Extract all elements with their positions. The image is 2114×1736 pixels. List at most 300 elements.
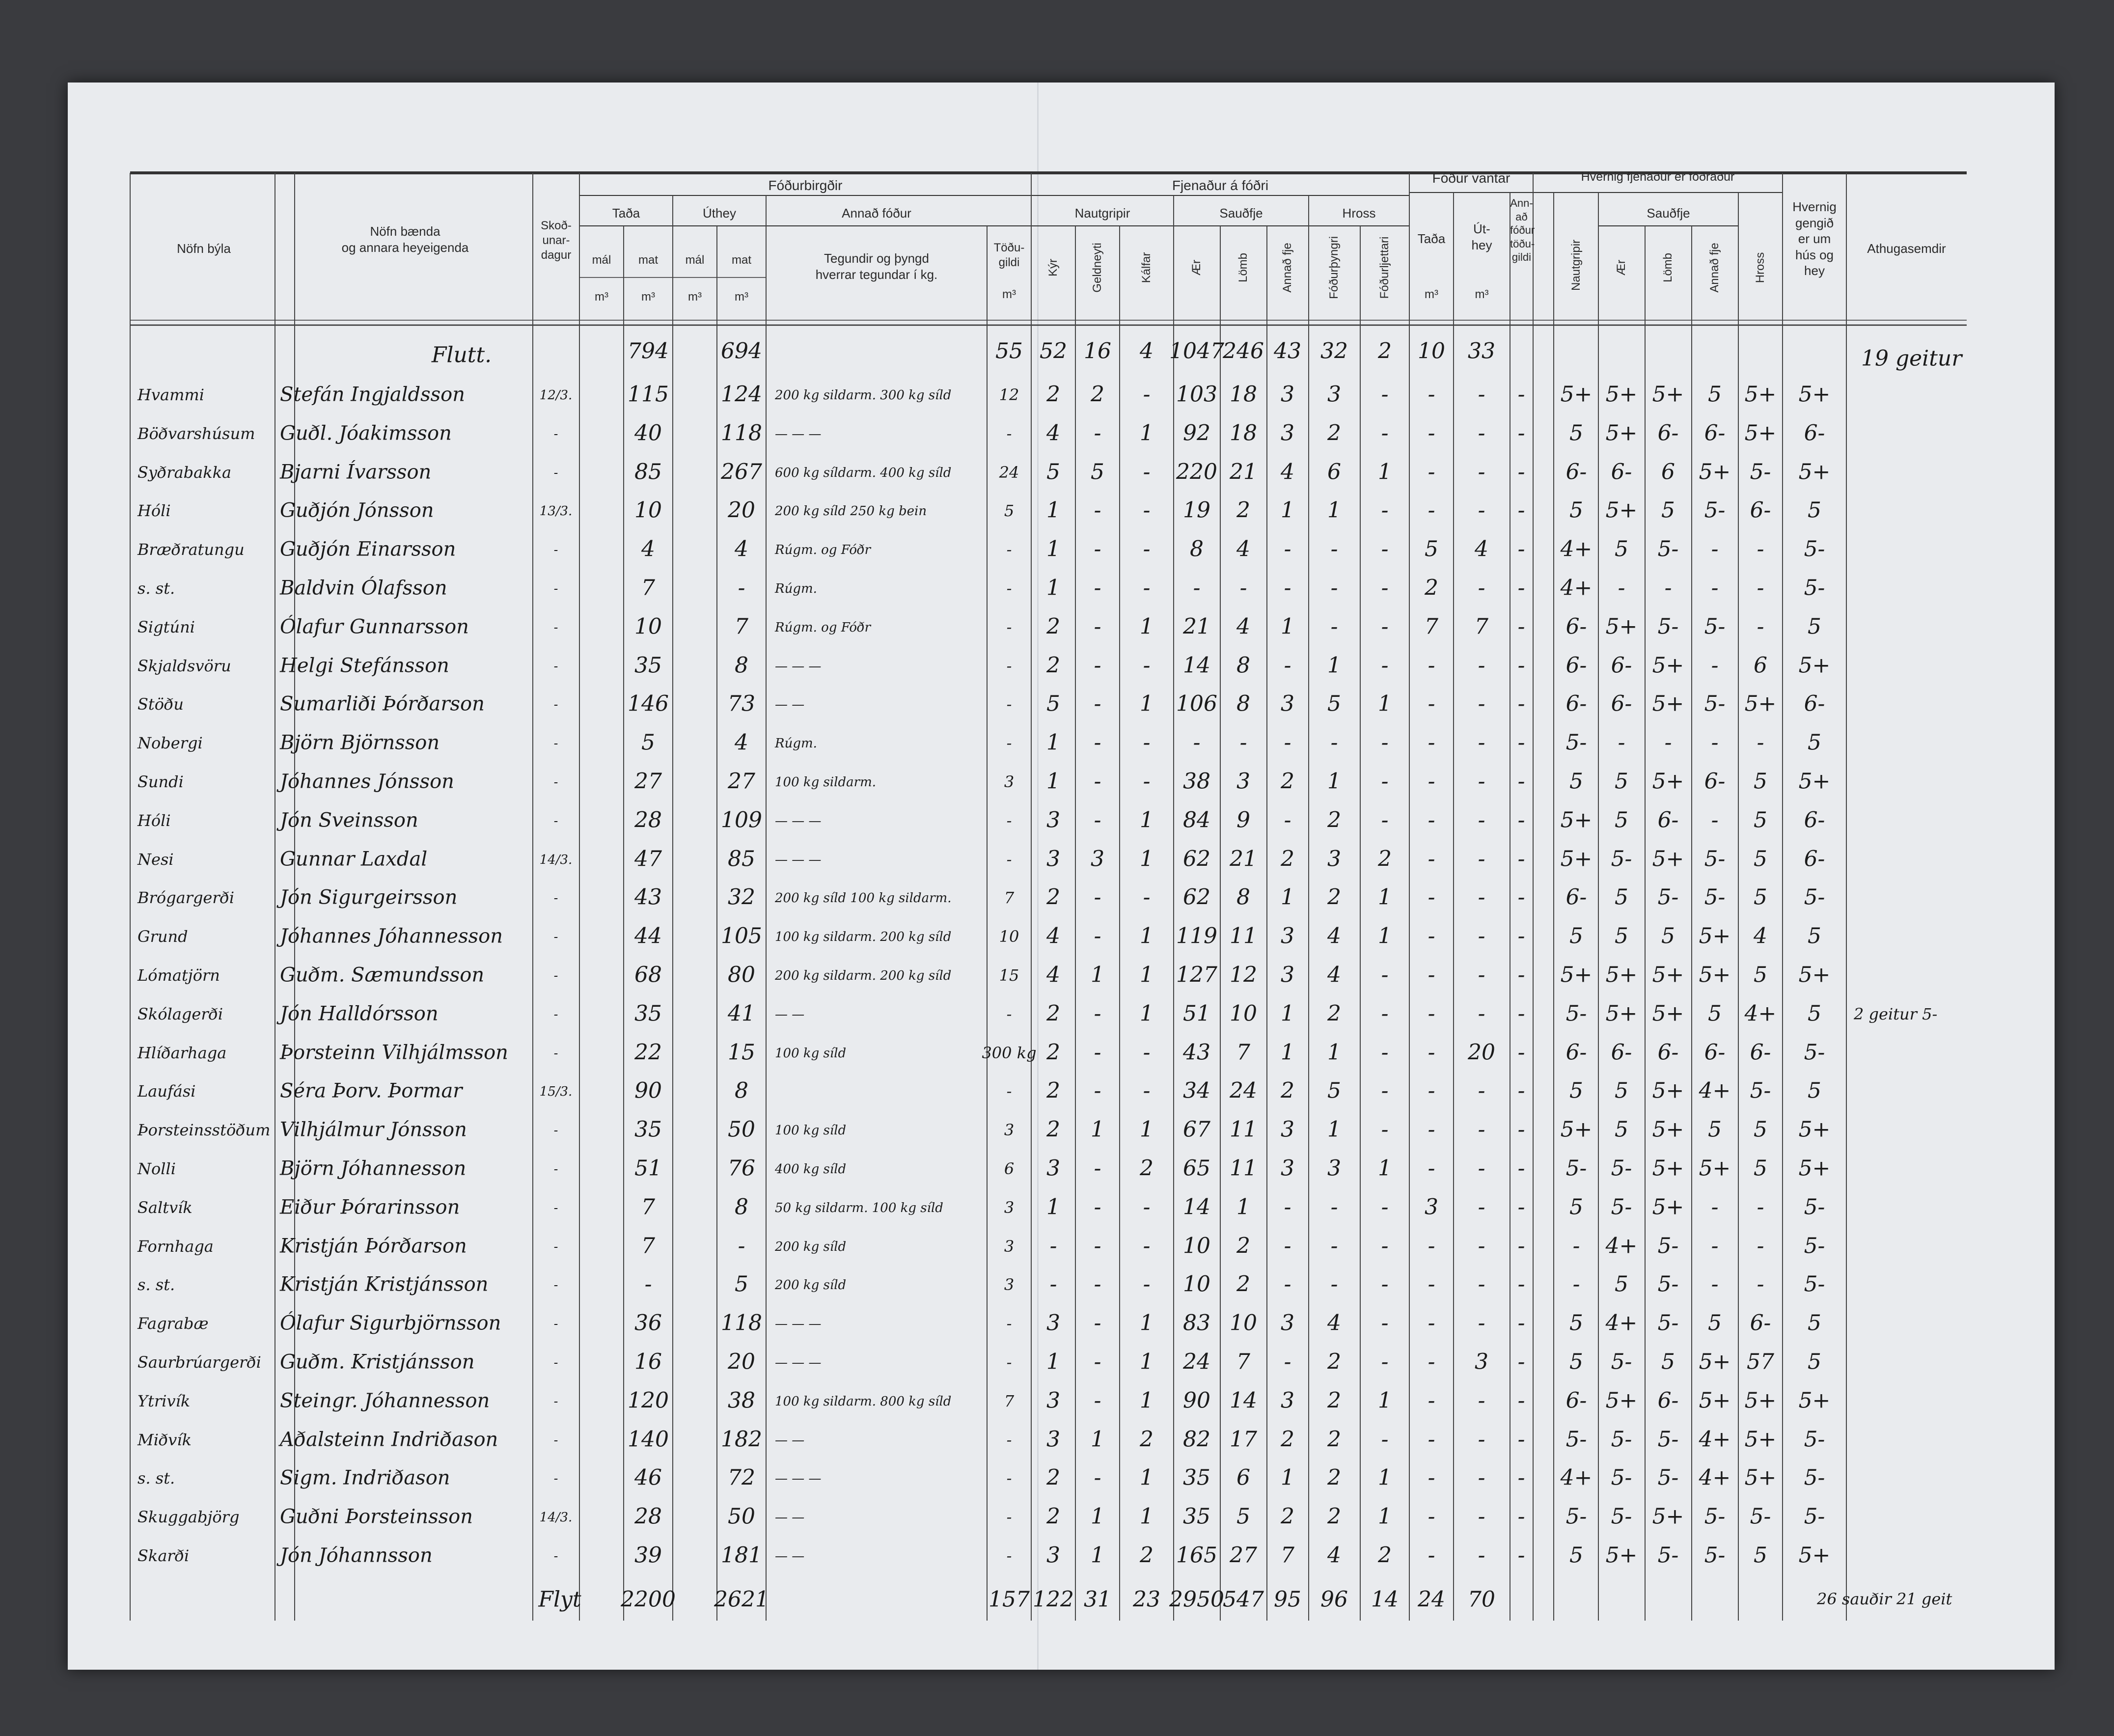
- cell-farm: s. st.: [137, 1469, 175, 1488]
- cell-afje: 1: [1281, 614, 1294, 639]
- cell-annad: 100 kg sildarm. 200 kg síld: [775, 930, 952, 945]
- cell-afje: 3: [1281, 962, 1294, 988]
- cell-afje: 3: [1281, 1117, 1294, 1142]
- cell-hn: 5: [1569, 1194, 1583, 1220]
- cell-date: -: [553, 891, 558, 906]
- cell-annad: 200 kg sildarm. 300 kg síld: [775, 388, 952, 403]
- cell-annad: — — —: [775, 659, 822, 674]
- cell-hg: 5+: [1798, 1543, 1831, 1568]
- cell-fthyngri: 4: [1327, 1310, 1341, 1336]
- cell-hn: 5-: [1565, 1426, 1587, 1452]
- cell-hn: 5-: [1565, 1001, 1587, 1026]
- cell-hn: 6-: [1565, 652, 1587, 678]
- cell-farm: Saurbrúargerði: [137, 1353, 261, 1372]
- cell-aer: 106: [1176, 691, 1217, 716]
- cell-kalf: 1: [1140, 420, 1153, 446]
- cell-afje: 2: [1281, 846, 1294, 871]
- cell-farm: Nobergi: [137, 734, 203, 753]
- cell-hg: 5: [1808, 730, 1821, 755]
- cell-tg: 3: [1004, 1275, 1015, 1295]
- cell-geld: -: [1094, 1039, 1101, 1065]
- cell-afje: 2: [1281, 1078, 1294, 1103]
- cell-hg: 5-: [1804, 575, 1825, 601]
- cell-hn: 4+: [1560, 536, 1592, 562]
- cell-fthyngri: -: [1330, 614, 1338, 639]
- cell-annad: 200 kg síld 250 kg bein: [775, 504, 927, 519]
- cell-aer: 24: [1183, 1349, 1210, 1375]
- cell-date: -: [553, 465, 558, 480]
- header-saudfje: Sauðfje: [1219, 206, 1263, 220]
- cell-afje: 1: [1281, 497, 1294, 523]
- cell-tg: 7: [1004, 1391, 1015, 1410]
- cell-fthyngri: 2: [1327, 1349, 1341, 1375]
- cell-geld: -: [1094, 769, 1101, 794]
- cell-tada: 120: [628, 1388, 669, 1413]
- header-nofn-byla: Nöfn býla: [177, 241, 231, 256]
- header-todugildi-m3: m³: [1002, 288, 1016, 301]
- cell-lomb: 24: [1230, 1078, 1257, 1103]
- cell-lomb: 18: [1230, 420, 1257, 446]
- cell-ha: 5: [1615, 807, 1628, 833]
- cell-hl: 5+: [1652, 691, 1684, 716]
- cell-va: -: [1517, 497, 1525, 523]
- header-nautgripir: Nautgripir: [1074, 206, 1130, 220]
- cell-uthey: 118: [721, 420, 762, 446]
- cell-fthyngri: 3: [1327, 1156, 1341, 1181]
- cell-hl: 5-: [1657, 1233, 1679, 1258]
- cell-kalf: 2: [1140, 1543, 1153, 1568]
- cell-vt: -: [1428, 1349, 1435, 1375]
- cell-hg: 5-: [1804, 1233, 1825, 1258]
- cell-fljett: 1: [1378, 459, 1392, 484]
- cell-name: Baldvin Ólafsson: [280, 577, 447, 600]
- cell-aer: 127: [1176, 962, 1217, 988]
- cell-uthey: 85: [728, 846, 755, 871]
- cell-fljett: 1: [1378, 923, 1392, 949]
- cell-hf: 6-: [1704, 769, 1726, 794]
- cell-kalf: -: [1143, 382, 1151, 407]
- cell-vu: -: [1478, 1310, 1485, 1336]
- cell-ha: 4+: [1605, 1310, 1638, 1336]
- cell-hl: 5: [1661, 497, 1675, 523]
- cell-lomb: 17: [1230, 1426, 1257, 1452]
- cell-lomb: 9: [1236, 807, 1250, 833]
- cell-fthyngri: 1: [1327, 497, 1341, 523]
- cell-hh: 5+: [1744, 1465, 1777, 1490]
- cell-vt: 2: [1425, 575, 1438, 601]
- cell-annad: 200 kg síld 100 kg sildarm.: [775, 891, 952, 906]
- cell-fthyngri: 3: [1327, 382, 1341, 407]
- cell-hf: -: [1711, 1271, 1719, 1297]
- cell-tg: 3: [1004, 1121, 1015, 1140]
- cell-hl: 5+: [1652, 1194, 1684, 1220]
- cell-date: -: [553, 1394, 558, 1409]
- cell-tada: 36: [634, 1310, 662, 1336]
- header-fodurljettari: Fóðurljettari: [1378, 236, 1391, 299]
- cell-hl: 5+: [1652, 962, 1684, 988]
- cell-hg: 5-: [1804, 1039, 1825, 1065]
- cell-kyr: 4: [1046, 420, 1060, 446]
- cell-hl: 5-: [1657, 1310, 1679, 1336]
- cell-ha: 6-: [1611, 459, 1632, 484]
- cell-lomb: 14: [1230, 1388, 1257, 1413]
- cell-va: -: [1517, 536, 1525, 562]
- cell-ha: 5+: [1605, 962, 1638, 988]
- cell-annad: Rúgm. og Fóðr: [775, 620, 871, 635]
- carried-tada-mat: 794: [628, 338, 669, 364]
- cell-fljett: -: [1381, 1117, 1389, 1142]
- totals-label: Flyt: [538, 1587, 581, 1612]
- header-vantar-m3-2: m³: [1475, 288, 1489, 301]
- cell-name: Jón Halldórsson: [280, 1002, 439, 1025]
- cell-lomb: 11: [1230, 923, 1257, 949]
- cell-lomb: 8: [1236, 884, 1250, 910]
- cell-hf: 5: [1708, 1310, 1722, 1336]
- cell-aer: -: [1193, 575, 1201, 601]
- cell-kalf: -: [1143, 575, 1151, 601]
- totals-uthey-mat: 2621: [714, 1587, 769, 1612]
- header-hv-hross: Hross: [1754, 252, 1767, 283]
- cell-name: Sigm. Indriðason: [280, 1466, 450, 1489]
- cell-hl: 5: [1661, 1349, 1675, 1375]
- cell-geld: 1: [1091, 1426, 1104, 1452]
- cell-vu: -: [1478, 420, 1485, 446]
- cell-ha: 5-: [1611, 1194, 1632, 1220]
- cell-farm: Skuggabjörg: [137, 1508, 240, 1527]
- cell-hn: -: [1572, 1233, 1580, 1258]
- cell-hl: 5-: [1657, 614, 1679, 639]
- cell-lomb: 4: [1236, 614, 1250, 639]
- cell-vt: -: [1428, 730, 1435, 755]
- header-hv-nautgripir: Nautgripir: [1569, 239, 1583, 291]
- carried-fodurljettari: 2: [1378, 338, 1392, 364]
- cell-va: -: [1517, 730, 1525, 755]
- cell-hn: 5-: [1565, 730, 1587, 755]
- cell-hg: 5+: [1798, 459, 1831, 484]
- cell-afje: 1: [1281, 1039, 1294, 1065]
- cell-kyr: 5: [1046, 691, 1060, 716]
- cell-vu: -: [1478, 691, 1485, 716]
- totals-annad-fje: 95: [1274, 1587, 1301, 1612]
- cell-kalf: -: [1143, 1233, 1151, 1258]
- header-vantar-uthey: Út- hey: [1471, 221, 1492, 252]
- cell-date: 12/3.: [539, 388, 573, 403]
- cell-vt: -: [1428, 846, 1435, 871]
- cell-ha: 5: [1615, 1078, 1628, 1103]
- cell-kyr: 4: [1046, 923, 1060, 949]
- cell-hf: 5-: [1704, 1543, 1726, 1568]
- cell-hf: 5-: [1704, 614, 1726, 639]
- cell-lomb: -: [1239, 575, 1247, 601]
- cell-kyr: 3: [1046, 1426, 1060, 1452]
- carried-athugasemd: 19 geitur: [1861, 346, 1962, 371]
- cell-afje: 2: [1281, 1504, 1294, 1529]
- cell-fljett: -: [1381, 769, 1389, 794]
- cell-geld: 1: [1091, 1504, 1104, 1529]
- cell-fljett: -: [1381, 1271, 1389, 1297]
- cell-tg: 10: [999, 927, 1019, 946]
- cell-geld: -: [1094, 923, 1101, 949]
- cell-tg: -: [1006, 734, 1012, 753]
- cell-va: -: [1517, 884, 1525, 910]
- carried-label: Flutt.: [431, 342, 492, 368]
- header-hv-lomb: Lömb: [1661, 252, 1675, 283]
- cell-farm: Laufási: [137, 1082, 196, 1101]
- cell-hf: 5-: [1704, 884, 1726, 910]
- cell-va: -: [1517, 1001, 1525, 1026]
- cell-ha: 4+: [1605, 1233, 1638, 1258]
- cell-hn: 5-: [1565, 1156, 1587, 1181]
- cell-tada: 46: [634, 1465, 662, 1490]
- cell-hl: 5+: [1652, 1078, 1684, 1103]
- cell-aer: 90: [1183, 1388, 1210, 1413]
- cell-hl: 6-: [1657, 1039, 1679, 1065]
- cell-uthey: 7: [735, 614, 748, 639]
- cell-hh: -: [1757, 575, 1764, 601]
- cell-kalf: 1: [1140, 1310, 1153, 1336]
- cell-vu: -: [1478, 923, 1485, 949]
- cell-lomb: 7: [1236, 1039, 1250, 1065]
- cell-annad: 100 kg síld: [775, 1123, 847, 1138]
- cell-vt: -: [1428, 1271, 1435, 1297]
- cell-ha: 5: [1615, 1271, 1628, 1297]
- cell-hl: 6-: [1657, 807, 1679, 833]
- carried-vantar-tada: 10: [1418, 338, 1445, 364]
- cell-vt: -: [1428, 1310, 1435, 1336]
- header-kyr: Kýr: [1046, 259, 1060, 276]
- header-uthey-mat: mat: [731, 253, 751, 267]
- header-vantar-tada: Taða: [1417, 231, 1446, 246]
- cell-hg: 5+: [1798, 962, 1831, 988]
- cell-geld: -: [1094, 1001, 1101, 1026]
- cell-hg: 5+: [1798, 382, 1831, 407]
- cell-name: Ólafur Gunnarsson: [280, 615, 469, 638]
- cell-hl: 6: [1661, 459, 1675, 484]
- cell-farm: Lómatjörn: [137, 966, 220, 985]
- cell-va: -: [1517, 1388, 1525, 1413]
- cell-afje: 1: [1281, 1001, 1294, 1026]
- cell-fljett: -: [1381, 1349, 1389, 1375]
- cell-uthey: 4: [735, 536, 748, 562]
- cell-va: -: [1517, 691, 1525, 716]
- cell-farm: Syðrabakka: [137, 463, 232, 482]
- cell-aer: 10: [1183, 1233, 1210, 1258]
- cell-vu: -: [1478, 1388, 1485, 1413]
- cell-tada: 4: [641, 536, 655, 562]
- cell-ha: 5+: [1605, 614, 1638, 639]
- totals-vantar-uthey: 70: [1468, 1587, 1495, 1612]
- cell-hn: 5: [1569, 1349, 1583, 1375]
- cell-tada: 40: [634, 420, 662, 446]
- cell-fthyngri: -: [1330, 1271, 1338, 1297]
- cell-hf: -: [1711, 807, 1719, 833]
- header-annad-fje: Annað fje: [1281, 243, 1294, 293]
- cell-aer: 83: [1183, 1310, 1210, 1336]
- cell-kalf: 1: [1140, 962, 1153, 988]
- cell-vt: -: [1428, 1001, 1435, 1026]
- cell-afje: -: [1284, 1233, 1291, 1258]
- cell-ha: 5-: [1611, 1426, 1632, 1452]
- cell-hf: 5-: [1704, 846, 1726, 871]
- cell-tada: 22: [634, 1039, 662, 1065]
- header-unit-m3-2: m³: [641, 290, 655, 303]
- cell-fthyngri: 5: [1327, 691, 1341, 716]
- cell-aer: 10: [1183, 1271, 1210, 1297]
- cell-hn: 5+: [1560, 807, 1592, 833]
- cell-geld: 1: [1091, 1543, 1104, 1568]
- cell-hf: 5: [1708, 1001, 1722, 1026]
- cell-annad: Rúgm.: [775, 736, 817, 751]
- cell-kyr: 3: [1046, 807, 1060, 833]
- cell-hf: -: [1711, 575, 1719, 601]
- cell-uthey: 8: [735, 1078, 748, 1103]
- cell-tada: 90: [634, 1078, 662, 1103]
- cell-fljett: 2: [1378, 846, 1392, 871]
- cell-aer: 67: [1183, 1117, 1210, 1142]
- cell-hg: 5: [1808, 1001, 1821, 1026]
- cell-vu: -: [1478, 1117, 1485, 1142]
- cell-hh: 5+: [1744, 420, 1777, 446]
- cell-lomb: 10: [1230, 1310, 1257, 1336]
- cell-hn: 6-: [1565, 1388, 1587, 1413]
- cell-annad: 200 kg síld: [775, 1278, 847, 1293]
- cell-name: Sumarliði Þórðarson: [280, 692, 485, 716]
- cell-tg: 3: [1004, 772, 1015, 792]
- cell-hh: -: [1757, 614, 1764, 639]
- cell-va: -: [1517, 1349, 1525, 1375]
- cell-kyr: -: [1049, 1233, 1057, 1258]
- cell-hn: 5: [1569, 497, 1583, 523]
- cell-aer: 8: [1190, 536, 1204, 562]
- header-uthey: Úthey: [703, 206, 736, 220]
- cell-hf: 5+: [1699, 1388, 1731, 1413]
- cell-hh: 5-: [1750, 459, 1771, 484]
- cell-hl: 5+: [1652, 382, 1684, 407]
- cell-uthey: 32: [728, 884, 755, 910]
- cell-lomb: -: [1239, 730, 1247, 755]
- cell-kyr: 5: [1046, 459, 1060, 484]
- cell-geld: -: [1094, 1465, 1101, 1490]
- cell-name: Guðm. Kristjánsson: [280, 1350, 475, 1374]
- cell-vu: 4: [1475, 536, 1488, 562]
- cell-hn: 5-: [1565, 1504, 1587, 1529]
- carried-kyr: 52: [1040, 338, 1067, 364]
- cell-afje: 2: [1281, 1426, 1294, 1452]
- cell-va: -: [1517, 420, 1525, 446]
- cell-vt: -: [1428, 1233, 1435, 1258]
- cell-lomb: 11: [1230, 1156, 1257, 1181]
- cell-ha: 5+: [1605, 1543, 1638, 1568]
- cell-va: -: [1517, 1078, 1525, 1103]
- cell-geld: -: [1094, 536, 1101, 562]
- cell-name: Séra Þorv. Þormar: [280, 1079, 463, 1102]
- cell-tada: 27: [634, 769, 662, 794]
- cell-aer: 92: [1183, 420, 1210, 446]
- cell-uthey: 181: [721, 1543, 762, 1568]
- cell-ha: 5: [1615, 884, 1628, 910]
- cell-vt: -: [1428, 382, 1435, 407]
- cell-tg: 300 kg: [982, 1043, 1037, 1062]
- cell-hn: 5: [1569, 923, 1583, 949]
- cell-uthey: 182: [721, 1426, 762, 1452]
- cell-vt: -: [1428, 459, 1435, 484]
- cell-tg: -: [1006, 617, 1012, 636]
- cell-kyr: 3: [1046, 1388, 1060, 1413]
- cell-name: Stefán Ingjaldsson: [280, 383, 465, 406]
- cell-hf: -: [1711, 730, 1719, 755]
- cell-fthyngri: 4: [1327, 1543, 1341, 1568]
- cell-kyr: 3: [1046, 1543, 1060, 1568]
- header-hross: Hross: [1342, 206, 1376, 220]
- cell-annad: Rúgm.: [775, 581, 817, 596]
- header-tegundir: Tegundir og þyngd hverrar tegundar í kg.: [815, 251, 938, 282]
- cell-kalf: -: [1143, 769, 1151, 794]
- carried-fodurthyngri: 32: [1320, 338, 1348, 364]
- cell-ha: 5-: [1611, 1156, 1632, 1181]
- cell-annad: — — —: [775, 1317, 822, 1332]
- cell-vu: -: [1478, 575, 1485, 601]
- totals-todugildi: 157: [988, 1587, 1030, 1612]
- cell-annad: — —: [775, 1510, 805, 1525]
- cell-kalf: -: [1143, 1078, 1151, 1103]
- cell-aer: 62: [1183, 884, 1210, 910]
- cell-name: Kristján Þórðarson: [280, 1234, 467, 1257]
- cell-name: Björn Björnsson: [280, 731, 440, 754]
- cell-hh: 6-: [1750, 1310, 1771, 1336]
- cell-annad: — — —: [775, 1355, 822, 1370]
- carried-geldneyti: 16: [1084, 338, 1111, 364]
- cell-hf: 4+: [1699, 1078, 1731, 1103]
- totals-athugasemd: 26 sauðir 21 geit: [1817, 1590, 1952, 1609]
- cell-fljett: 1: [1378, 1504, 1392, 1529]
- cell-hh: 6-: [1750, 1039, 1771, 1065]
- cell-geld: -: [1094, 884, 1101, 910]
- cell-va: -: [1517, 1156, 1525, 1181]
- cell-lomb: 8: [1236, 652, 1250, 678]
- cell-vu: 20: [1468, 1039, 1495, 1065]
- cell-annad: 400 kg síld: [775, 1162, 847, 1177]
- cell-fljett: -: [1381, 1233, 1389, 1258]
- totals-fodurthyngri: 96: [1320, 1587, 1348, 1612]
- cell-vt: -: [1428, 1504, 1435, 1529]
- cell-tg: -: [1006, 656, 1012, 675]
- cell-hh: 5-: [1750, 1504, 1771, 1529]
- cell-vu: -: [1478, 962, 1485, 988]
- cell-vt: -: [1428, 884, 1435, 910]
- cell-tada: 68: [634, 962, 662, 988]
- cell-name: Aðalsteinn Indriðason: [280, 1428, 498, 1451]
- cell-lomb: 2: [1236, 497, 1250, 523]
- cell-kalf: -: [1143, 1039, 1151, 1065]
- cell-vu: -: [1478, 1426, 1485, 1452]
- cell-name: Guðl. Jóakimsson: [280, 422, 452, 445]
- cell-vt: -: [1428, 652, 1435, 678]
- cell-kalf: 2: [1140, 1426, 1153, 1452]
- cell-farm: Grund: [137, 927, 188, 946]
- cell-farm: Stöðu: [137, 695, 184, 714]
- cell-tg: -: [1006, 1430, 1012, 1449]
- cell-kalf: 1: [1140, 1504, 1153, 1529]
- cell-geld: -: [1094, 497, 1101, 523]
- cell-kalf: -: [1143, 536, 1151, 562]
- header-fjenadur: Fjenaður á fóðri: [1172, 178, 1269, 193]
- cell-aer: 84: [1183, 807, 1210, 833]
- cell-aer: 19: [1183, 497, 1210, 523]
- cell-date: -: [553, 736, 558, 751]
- cell-fthyngri: 4: [1327, 962, 1341, 988]
- cell-hf: 5: [1708, 382, 1722, 407]
- header-skodunardagur: Skoð- unar- dagur: [541, 219, 572, 262]
